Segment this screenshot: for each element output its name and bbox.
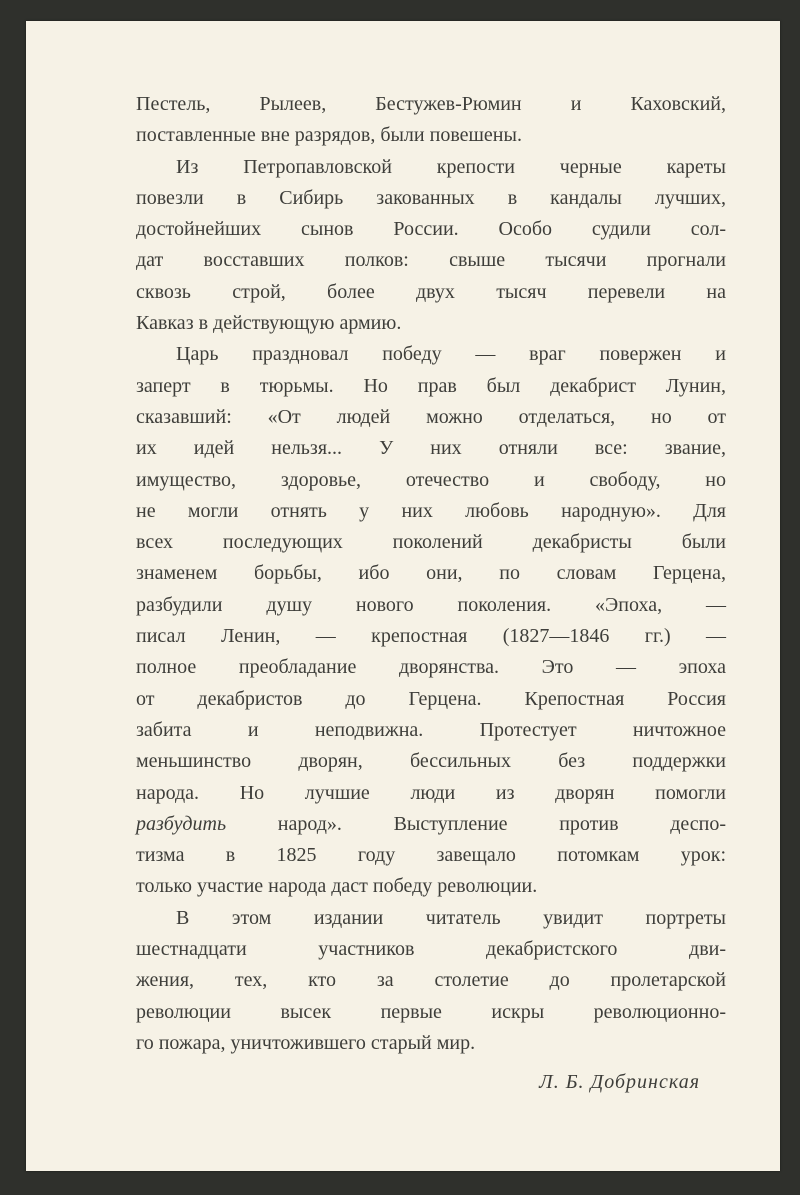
text-line: сквозь строй, более двух тысяч перевели на [136, 280, 726, 303]
text-line: забита и неподвижна. Протестует ничтожное [136, 718, 726, 741]
text-line: полное преобладание дворянства. Это — эпоха [136, 656, 726, 679]
document-text [136, 89, 726, 1059]
text-line: поставленные вне разрядов, были повешены. [136, 124, 522, 147]
paragraph-2 [136, 152, 726, 340]
text-line: повезли в Сибирь закованных в кандалы лучших, [136, 186, 726, 209]
text-line: писал Ленин, — крепостная (1827—1846 гг.) — [136, 625, 726, 648]
text-line-with-italic [136, 809, 726, 840]
author-signature: Л. Б. Добринская [539, 1071, 700, 1093]
text-line: меньшинство дворян, бессильных без поддержки [136, 750, 726, 773]
text-line: имущество, здоровье, отечество и свободу, но [136, 468, 726, 491]
text-line: всех последующих поколений декабристы были [136, 531, 726, 554]
text-line: го пожара, уничтожившего старый мир. [136, 1031, 476, 1054]
text-line: дат восставших полков: свыше тысячи прогнали [136, 249, 726, 272]
line-remainder: народ». Выступление против деспо- [226, 812, 726, 835]
text-line: жения, тех, кто за столетие до пролетарской [136, 969, 726, 992]
text-line: шестнадцати участников декабристского дви- [136, 938, 726, 961]
text-line: не могли отнять у них любовь народную». Для [136, 499, 726, 522]
paragraph-1 [136, 89, 726, 152]
text-line: достойнейших сынов России. Особо судили сол- [136, 218, 726, 241]
text-line: Пестель, Рылеев, Бестужев-Рюмин и Каховский, [136, 93, 726, 115]
text-line: знаменем борьбы, ибо они, по словам Герцена, [136, 562, 726, 585]
paragraph-3 [136, 339, 726, 902]
text-line: народа. Но лучшие люди из дворян помогли [136, 781, 726, 804]
italic-word: разбудить [136, 812, 227, 835]
text-line: революции высек первые искры революционно- [136, 1000, 726, 1023]
text-line: разбудили душу нового поколения. «Эпоха, — [136, 593, 726, 616]
text-line: В этом издании читатель увидит портреты [176, 906, 726, 929]
text-line: сказавший: «От людей можно отделаться, но от [136, 405, 726, 428]
text-line: от декабристов до Герцена. Крепостная Россия [136, 687, 726, 710]
document-page [26, 21, 780, 1171]
text-line: Царь праздновал победу — враг повержен и [176, 343, 726, 366]
text-line: Кавказ в действующую армию. [136, 312, 402, 335]
text-line: только участие народа даст победу революции. [136, 875, 538, 898]
paragraph-4 [136, 903, 726, 1059]
text-line: заперт в тюрьмы. Но прав был декабрист Лунин, [136, 374, 726, 397]
text-line: тизма в 1825 году завещало потомкам урок: [136, 844, 726, 867]
text-line: их идей нельзя... У них отняли все: звание, [136, 437, 726, 460]
text-line: Из Петропавловской крепости черные кареты [176, 155, 726, 178]
